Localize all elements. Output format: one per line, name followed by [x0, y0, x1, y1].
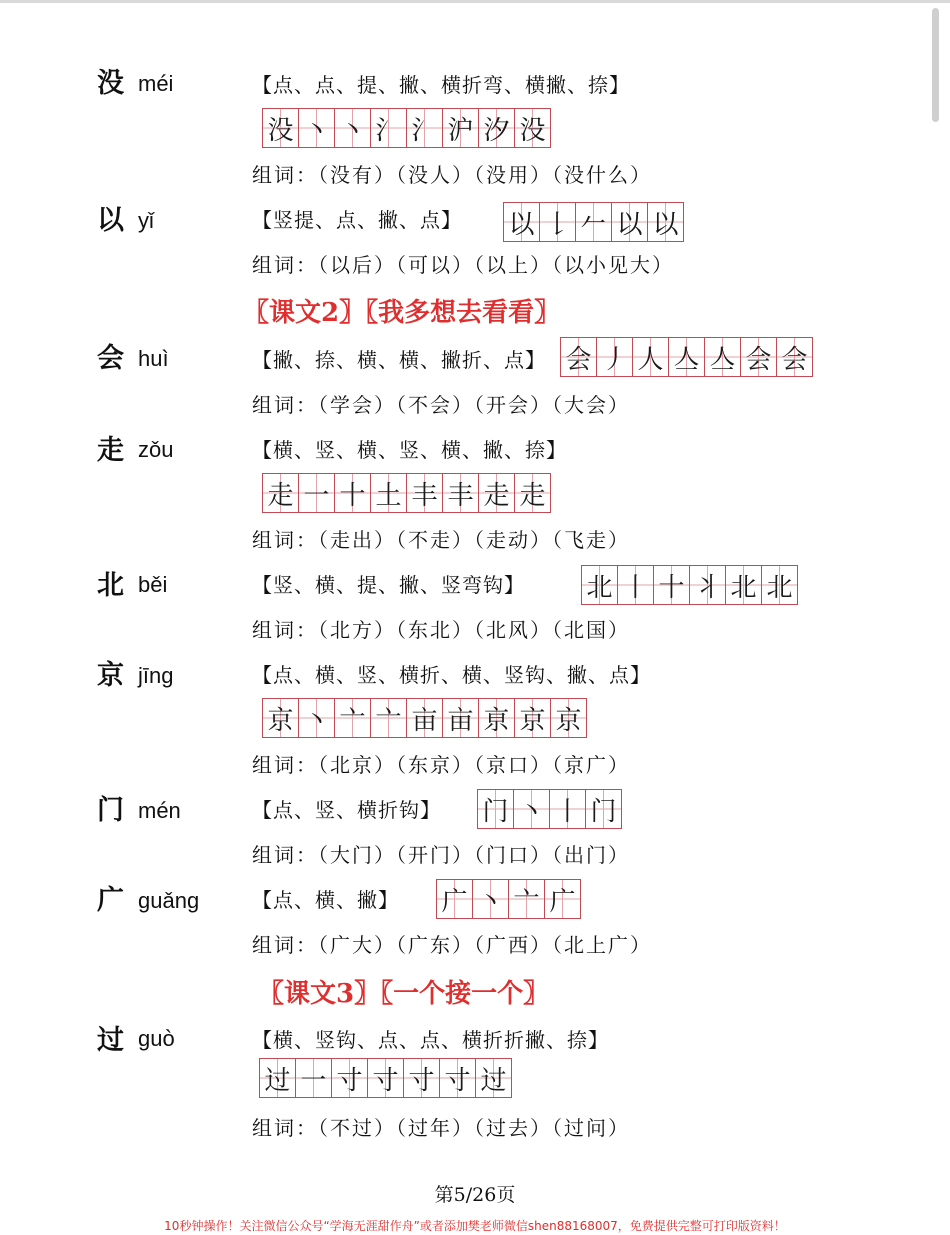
stroke-grid [503, 202, 684, 242]
grid-cell: 会 [740, 338, 776, 376]
entry-hanzi: 走 [97, 435, 124, 466]
word-examples: 组词：（广大）（广东）（广西）（北上广） [252, 933, 652, 957]
grid-cell: 门 [585, 790, 621, 828]
grid-cell: 氵 [370, 109, 406, 147]
entry-hanzi: 过 [97, 1025, 124, 1056]
grid-cell: 𠄌 [539, 203, 575, 241]
entry-pinyin: mén [138, 798, 181, 823]
grid-cell: 北 [725, 566, 761, 604]
grid-cell: 以 [504, 203, 539, 241]
grid-cell: 广 [437, 880, 472, 918]
grid-cell: 一 [298, 474, 334, 512]
stroke-order: 【点、点、提、撇、横折弯、横撇、捺】 [252, 73, 630, 97]
grid-cell: 丰 [406, 474, 442, 512]
grid-cell: 亠 [508, 880, 544, 918]
word-examples: 组词：（北方）（东北）（北风）（北国） [252, 618, 630, 642]
grid-cell: 亰 [478, 699, 514, 737]
stroke-order: 【竖提、点、撇、点】 [252, 208, 462, 232]
grid-cell: 氵 [406, 109, 442, 147]
stroke-grid [436, 879, 581, 919]
grid-cell: 亩 [406, 699, 442, 737]
entry-hanzi: 会 [97, 343, 124, 374]
grid-cell: 十 [334, 474, 370, 512]
stroke-order: 【点、横、撇】 [252, 888, 399, 912]
grid-cell: 丶 [472, 880, 508, 918]
grid-cell: 丬 [689, 566, 725, 604]
grid-cell: 丶 [298, 109, 334, 147]
word-examples: 组词：（大门）（开门）（门口）（出门） [252, 843, 630, 867]
stroke-order: 【横、竖、横、竖、横、撇、捺】 [252, 438, 567, 462]
stroke-grid [262, 108, 551, 148]
word-examples: 组词：（不过）（过年）（过去）（过问） [252, 1116, 630, 1140]
entry-pinyin: běi [138, 572, 168, 597]
grid-cell: 丶 [513, 790, 549, 828]
grid-cell: 亠 [334, 699, 370, 737]
grid-cell: 土 [370, 474, 406, 512]
grid-cell: 丶 [298, 699, 334, 737]
grid-cell: 丰 [442, 474, 478, 512]
grid-cell: 广 [544, 880, 580, 918]
word-examples: 组词：（走出）（不走）（走动）（飞走） [252, 528, 630, 552]
entry-pinyin: jīng [138, 663, 174, 688]
grid-cell: 亼 [704, 338, 740, 376]
entry-hanzi: 以 [97, 205, 124, 236]
grid-cell: 寸 [367, 1059, 403, 1097]
entry-hanzi: 京 [97, 660, 124, 691]
entry-hanzi: 广 [97, 885, 124, 916]
grid-cell: 以 [647, 203, 683, 241]
grid-cell: 亼 [668, 338, 704, 376]
stroke-grid [477, 789, 622, 829]
word-examples: 组词：（北京）（东京）（京口）（京广） [252, 753, 630, 777]
grid-cell: 京 [550, 699, 586, 737]
entry-pinyin: zǒu [138, 437, 174, 462]
stroke-grid [262, 698, 587, 738]
grid-cell: 北 [582, 566, 617, 604]
grid-cell: 𠂉 [575, 203, 611, 241]
grid-cell: 走 [263, 474, 298, 512]
scrollbar-thumb[interactable] [932, 8, 939, 122]
grid-cell: 会 [561, 338, 596, 376]
grid-cell: 汐 [478, 109, 514, 147]
grid-cell: 亩 [442, 699, 478, 737]
grid-cell: 寸 [331, 1059, 367, 1097]
stroke-grid [560, 337, 813, 377]
grid-cell: 京 [263, 699, 298, 737]
grid-cell: 没 [514, 109, 550, 147]
grid-cell: 走 [514, 474, 550, 512]
grid-cell: 丨 [617, 566, 653, 604]
grid-cell: 十 [653, 566, 689, 604]
entry-pinyin: yǐ [138, 208, 154, 233]
grid-cell: 没 [263, 109, 298, 147]
stroke-grid [262, 473, 551, 513]
grid-cell: 丨 [549, 790, 585, 828]
entry-pinyin: méi [138, 71, 174, 96]
grid-cell: 会 [776, 338, 812, 376]
stroke-order: 【横、竖钩、点、点、横折折撇、捺】 [252, 1028, 609, 1052]
grid-cell: 一 [295, 1059, 331, 1097]
grid-cell: 沪 [442, 109, 478, 147]
entry-hanzi: 门 [97, 795, 124, 826]
grid-cell: 以 [611, 203, 647, 241]
entry-hanzi: 没 [97, 68, 124, 99]
grid-cell: 人 [632, 338, 668, 376]
stroke-order: 【点、竖、横折钩】 [252, 798, 441, 822]
grid-cell: 北 [761, 566, 797, 604]
stroke-order: 【点、横、竖、横折、横、竖钩、撇、点】 [252, 663, 651, 687]
stroke-grid [581, 565, 798, 605]
grid-cell: 寸 [439, 1059, 475, 1097]
stroke-order: 【竖、横、提、撇、竖弯钩】 [252, 573, 525, 597]
grid-cell: 亠 [370, 699, 406, 737]
top-divider [0, 0, 950, 3]
grid-cell: 丿 [596, 338, 632, 376]
grid-cell: 丶 [334, 109, 370, 147]
stroke-order: 【撇、捺、横、横、撇折、点】 [252, 348, 546, 372]
grid-cell: 过 [260, 1059, 295, 1097]
stroke-grid [259, 1058, 512, 1098]
grid-cell: 过 [475, 1059, 511, 1097]
grid-cell: 寸 [403, 1059, 439, 1097]
entry-pinyin: guò [138, 1026, 175, 1051]
footer-notice: 10秒钟操作！关注微信公众号“学海无涯甜作舟”或者添加樊老师微信shen88168007，免费提供完整可打印版资料！ [164, 1219, 786, 1233]
entry-hanzi: 北 [97, 570, 124, 601]
grid-cell: 门 [478, 790, 513, 828]
word-examples: 组词：（学会）（不会）（开会）（大会） [252, 393, 630, 417]
entry-pinyin: huì [138, 346, 169, 371]
word-examples: 组词：（以后）（可以）（以上）（以小见大） [252, 253, 674, 277]
word-examples: 组词：（没有）（没人）（没用）（没什么） [252, 163, 652, 187]
page-number: 第5/26页 [434, 1184, 516, 1206]
lesson-heading: 〖课文2〗〖我多想去看看〗 [243, 298, 561, 328]
grid-cell: 走 [478, 474, 514, 512]
lesson-heading: 〖课文3〗〖一个接一个〗 [258, 979, 550, 1009]
grid-cell: 京 [514, 699, 550, 737]
entry-pinyin: guǎng [138, 888, 200, 913]
